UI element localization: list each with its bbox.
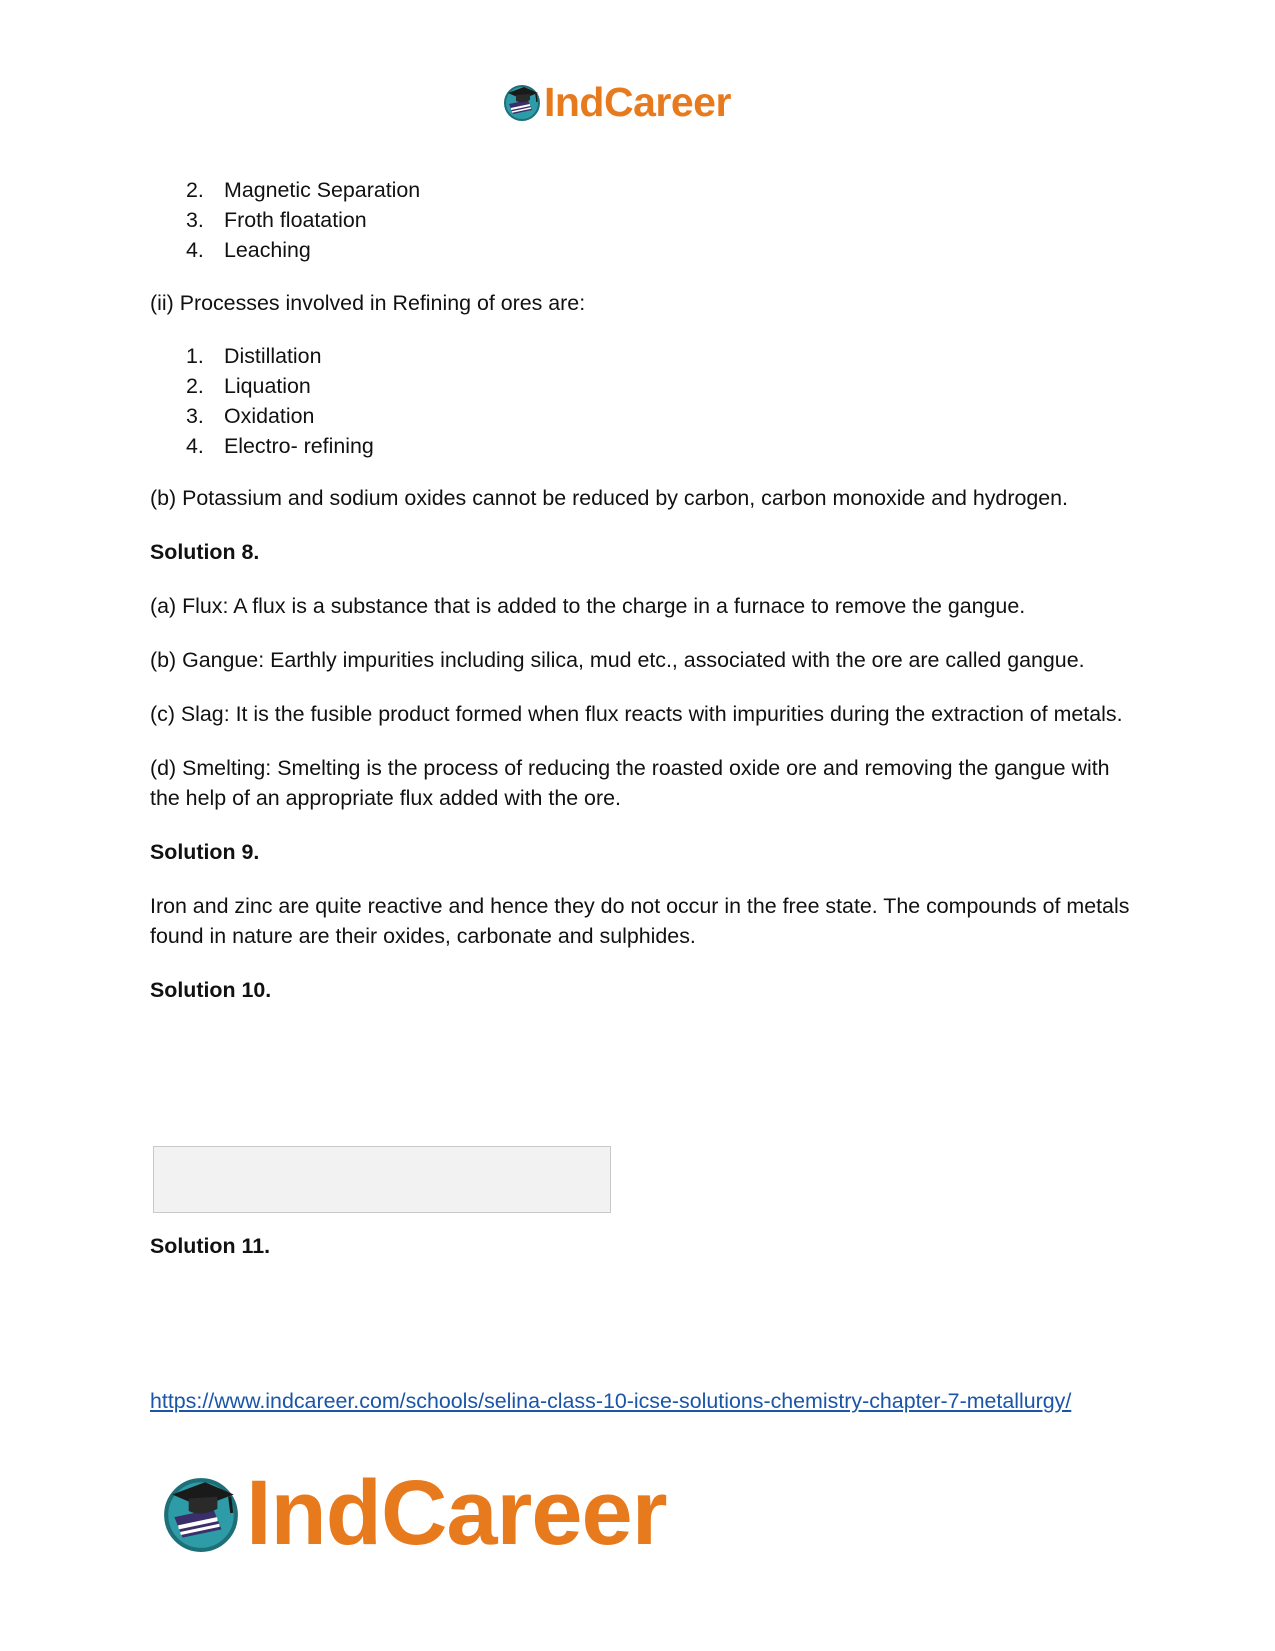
solution-9-text: Iron and zinc are quite reactive and hence they do not occur in the free state. The compounds of metals found in nature are their oxides, carbonate and sulphides. (150, 894, 1130, 948)
solution-8-smelting: (d) Smelting: Smelting is the process of reducing the roasted oxide ore and removing the gangue with the help of an appropriate flux added with the ore. (150, 756, 1110, 810)
paragraph-b: (b) Potassium and sodium oxides cannot be reduced by carbon, carbon monoxide and hydrogen. (150, 486, 1068, 510)
source-url-link[interactable]: https://www.indcareer.com/schools/selina-class-10-icse-solutions-chemistry-chapter-7-metallurgy/ (150, 1389, 1072, 1413)
solution-8-slag: (c) Slag: It is the fusible product formed when flux reacts with impurities during the extraction of metals. (150, 702, 1123, 726)
beneficiation-methods-list (150, 175, 1130, 265)
brand-wordmark: IndCareer (544, 79, 731, 125)
footer-logo (160, 1462, 667, 1564)
solution-9-heading: Solution 9. (150, 840, 260, 864)
refining-processes-list (150, 341, 1130, 461)
solution-10-heading: Solution 10. (150, 978, 272, 1002)
document-body (150, 175, 1130, 1005)
graduation-cap-globe-icon (502, 82, 542, 122)
solution-8-flux: (a) Flux: A flux is a substance that is added to the charge in a furnace to remove the gangue. (150, 594, 1026, 618)
solution-8-gangue: (b) Gangue: Earthly impurities including silica, mud etc., associated with the ore are called gangue. (150, 648, 1085, 672)
header-logo (502, 80, 731, 124)
graduation-cap-globe-icon (160, 1472, 242, 1554)
image-placeholder (153, 1146, 611, 1213)
list-item: 3. Oxidation (186, 404, 315, 428)
list-item: 1. Distillation (186, 344, 322, 368)
list-item: 2. Magnetic Separation (186, 178, 421, 202)
refining-intro: (ii) Processes involved in Refining of ores are: (150, 291, 586, 315)
list-item: 4. Leaching (186, 238, 311, 262)
brand-wordmark: IndCareer (246, 1462, 667, 1564)
list-item: 2. Liquation (186, 374, 311, 398)
list-item: 4. Electro- refining (186, 434, 374, 458)
solution-11-heading: Solution 11. (150, 1234, 271, 1258)
list-item: 3. Froth floatation (186, 208, 367, 232)
solution-8-heading: Solution 8. (150, 540, 260, 564)
